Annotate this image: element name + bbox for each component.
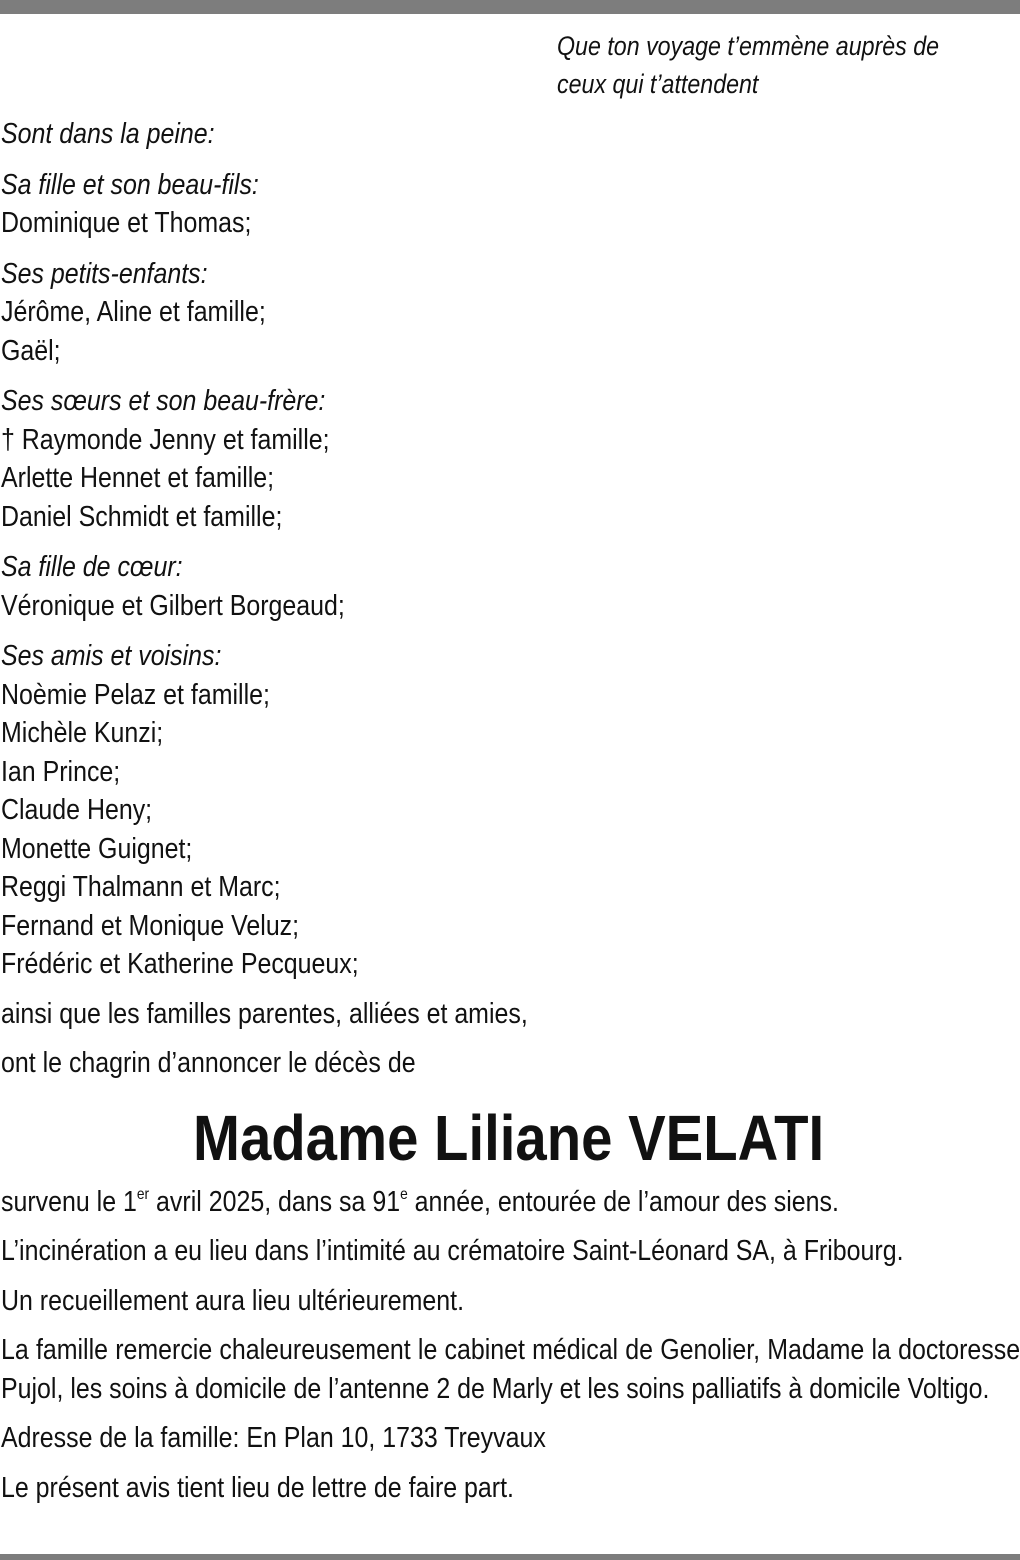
- mourner-name: Jérôme, Aline et famille;: [1, 296, 266, 328]
- mourner-group-heading: Ses amis et voisins:: [1, 640, 222, 672]
- mourner-name: Monette Guignet;: [1, 832, 193, 865]
- death-text-part: avril 2025, dans sa 91: [149, 1185, 401, 1218]
- mourner-name: † Raymonde Jenny et famille;: [1, 423, 330, 456]
- ordinal-suffix: e: [400, 1185, 408, 1203]
- mourner-group: [1, 255, 1017, 371]
- epigraph-line: ceux qui t’attendent: [557, 69, 759, 99]
- deceased-name: [1, 1099, 1017, 1177]
- mourner-name: Claude Heny;: [1, 794, 153, 826]
- mourner-name: Frédéric et Katherine Pecqueux;: [1, 948, 359, 980]
- mourner-name: Véronique et Gilbert Borgeaud;: [1, 589, 345, 622]
- mourner-name: Ian Prince;: [1, 755, 121, 788]
- cremation-note: L’incinération a eu lieu dans l’intimité au crématoire Saint-Léonard SA, à Fribourg.: [1, 1235, 904, 1267]
- mourner-group: [1, 637, 1017, 984]
- family-address: Adresse de la famille: En Plan 10, 1733 Treyvaux: [1, 1422, 546, 1454]
- thanks-paragraph: La famille remercie chaleureusement le cabinet médical de Genolier, Madame la doctoresse Pujol, les soins à domicile de l’antenne 2 de Marly et les soins palliatifs à domicile Voltigo.: [1, 1334, 1020, 1405]
- mourner-group-heading: Sa fille et son beau-fils:: [1, 168, 259, 201]
- closing-note: Le présent avis tient lieu de lettre de faire part.: [1, 1471, 514, 1504]
- mourner-groups: [1, 166, 1017, 984]
- mourner-name: Dominique et Thomas;: [1, 207, 252, 239]
- epigraph: [557, 27, 1013, 103]
- mourner-name: Arlette Hennet et famille;: [1, 462, 275, 494]
- deceased-name-text: Madame Liliane VELATI: [193, 1101, 825, 1174]
- top-rule: [0, 0, 1020, 14]
- epigraph-line: Que ton voyage t’emmène auprès de: [557, 31, 940, 61]
- mourner-group: [1, 548, 1017, 625]
- families-line: ainsi que les familles parentes, alliées et amies,: [1, 997, 528, 1030]
- mourner-group: [1, 382, 1017, 536]
- death-text-part: survenu le 1: [1, 1185, 137, 1218]
- mourner-group-heading: Ses sœurs et son beau-frère:: [1, 385, 326, 417]
- mourner-name: Noèmie Pelaz et famille;: [1, 678, 270, 711]
- obituary-notice: [1, 27, 1020, 1507]
- gathering-note: Un recueillement aura lieu ultérieurement.: [1, 1284, 465, 1317]
- mourner-group: [1, 166, 1017, 243]
- mourner-name: Michèle Kunzi;: [1, 717, 164, 749]
- mourner-name: Fernand et Monique Veluz;: [1, 909, 300, 942]
- mourner-name: Reggi Thalmann et Marc;: [1, 871, 281, 903]
- announce-line: ont le chagrin d’annoncer le décès de: [1, 1047, 416, 1079]
- mourner-group-heading: Sa fille de cœur:: [1, 551, 183, 583]
- death-details: [1, 1183, 1016, 1222]
- mourner-name: Gaël;: [1, 334, 61, 367]
- death-text-part: année, entourée de l’amour des siens.: [407, 1185, 839, 1218]
- ordinal-suffix: er: [136, 1185, 150, 1203]
- mourner-group-heading: Ses petits-enfants:: [1, 257, 208, 290]
- bottom-rule: [0, 1554, 1020, 1560]
- mourners-intro: Sont dans la peine:: [1, 118, 215, 150]
- mourner-name: Daniel Schmidt et famille;: [1, 500, 283, 533]
